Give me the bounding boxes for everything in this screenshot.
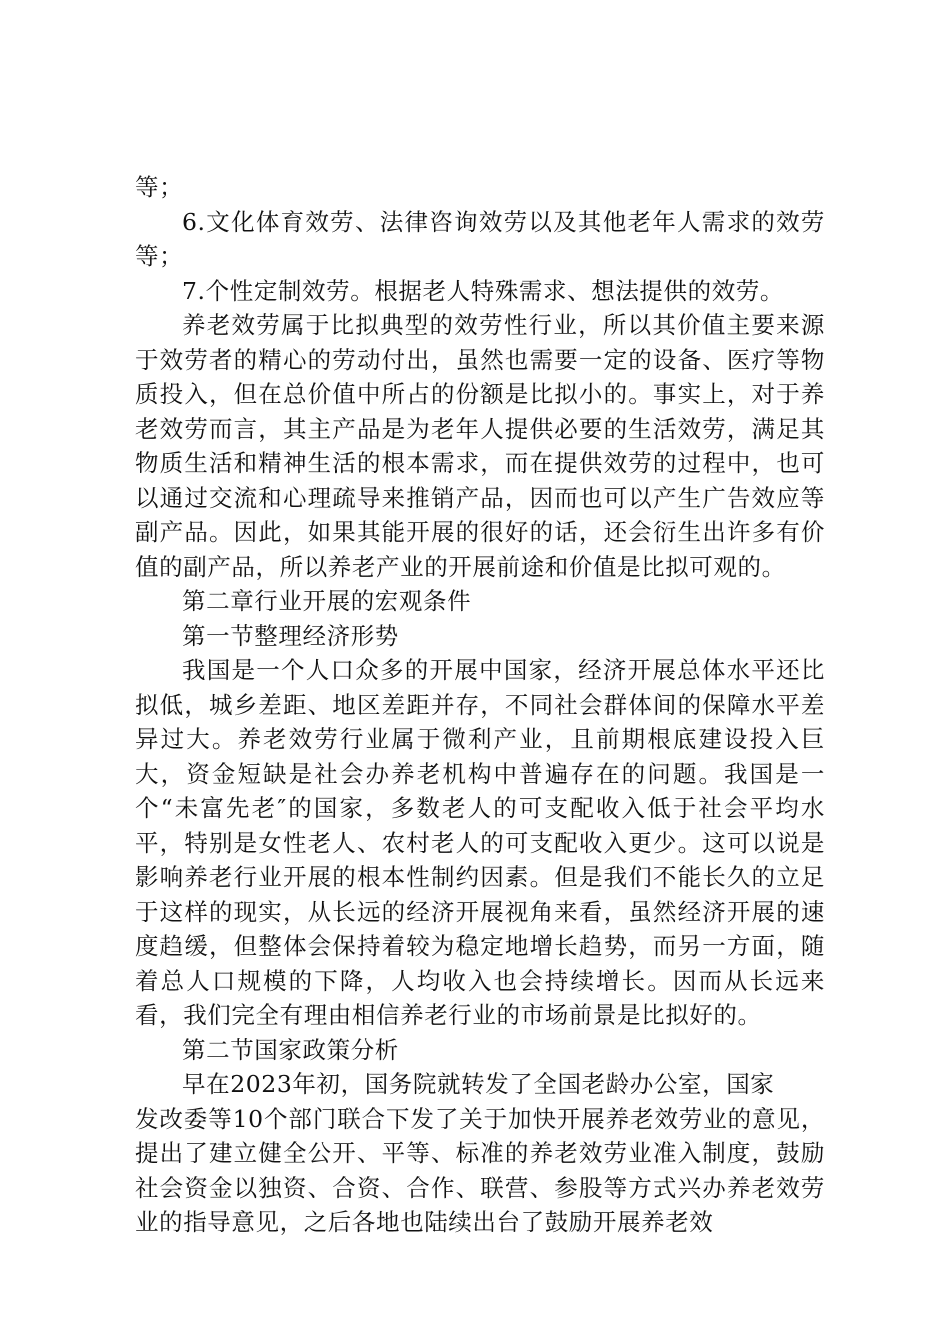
document-page: [135, 170, 825, 1240]
paragraph-continuation: 等；: [135, 173, 184, 201]
paragraph-economy: 我国是一个人口众多的开展中国家，经济开展总体水平还比拟低，城乡差距、地区差距并存，不同社会群体间的保障水平差异过大。养老效劳行业属于微利产业，且前期根底建设投入巨大，资金短缺是社会办养老机构中普遍存在的问题。我国是一个“未富先老″的国家，多数老人的可支配收入低于社会平均水平，特别是女性老人、农村老人的可支配收入更少。这可以说是影响养老行业开展的根本性制约因素。但是我们不能长久的立足于这样的现实，从长远的经济开展视角来看，虽然经济开展的速度趋缓，但整体会保持着较为稳定地增长趋势，而另一方面，随着总人口规模的下降，人均收入也会持续增长。因而从长远来看，我们完全有理由相信养老行业的市场前景是比拟好的。: [135, 656, 825, 1029]
list-item-6: 6.文化体育效劳、法律咨询效劳以及其他老年人需求的效劳等；: [135, 207, 825, 270]
section-heading-economy: 第一节整理经济形势: [182, 621, 399, 650]
chapter-heading: 第二章行业开展的宏观条件: [182, 587, 472, 615]
paragraph-service-value: 养老效劳属于比拟典型的效劳性行业，所以其价值主要来源于效劳者的精心的劳动付出，虽然也需要一定的设备、医疗等物质投入，但在总价值中所占的份额是比拟小的。事实上，对于养老效劳而言，其主产品是为老年人提供必要的生活效劳，满足其物质生活和精神生活的根本需求，而在提供效劳的过程中，也可以通过交流和心理疏导来推销产品，因而也可以产生广告效应等副产品。因此，如果其能开展的很好的话，还会衍生出许多有价值的副产品，所以养老产业的开展前途和价值是比拟可观的。: [135, 311, 825, 581]
list-item-7: 7.个性定制效劳。根据老人特殊需求、想法提供的效劳。: [182, 276, 785, 305]
paragraph-policy-body: 发改委等10个部门联合下发了关于加快开展养老效劳业的意见，提出了建立健全公开、平等、标准的养老效劳业准入制度，鼓励社会资金以独资、合资、合作、联营、参股等方式兴办养老效劳业的指导意见，之后各地也陆续出台了鼓励开展养老效: [135, 1104, 825, 1236]
paragraph-policy-start: 早在2023年初，国务院就转发了全国老龄办公室，国家: [182, 1070, 775, 1098]
section-heading-policy: 第二节国家政策分析: [182, 1035, 399, 1064]
